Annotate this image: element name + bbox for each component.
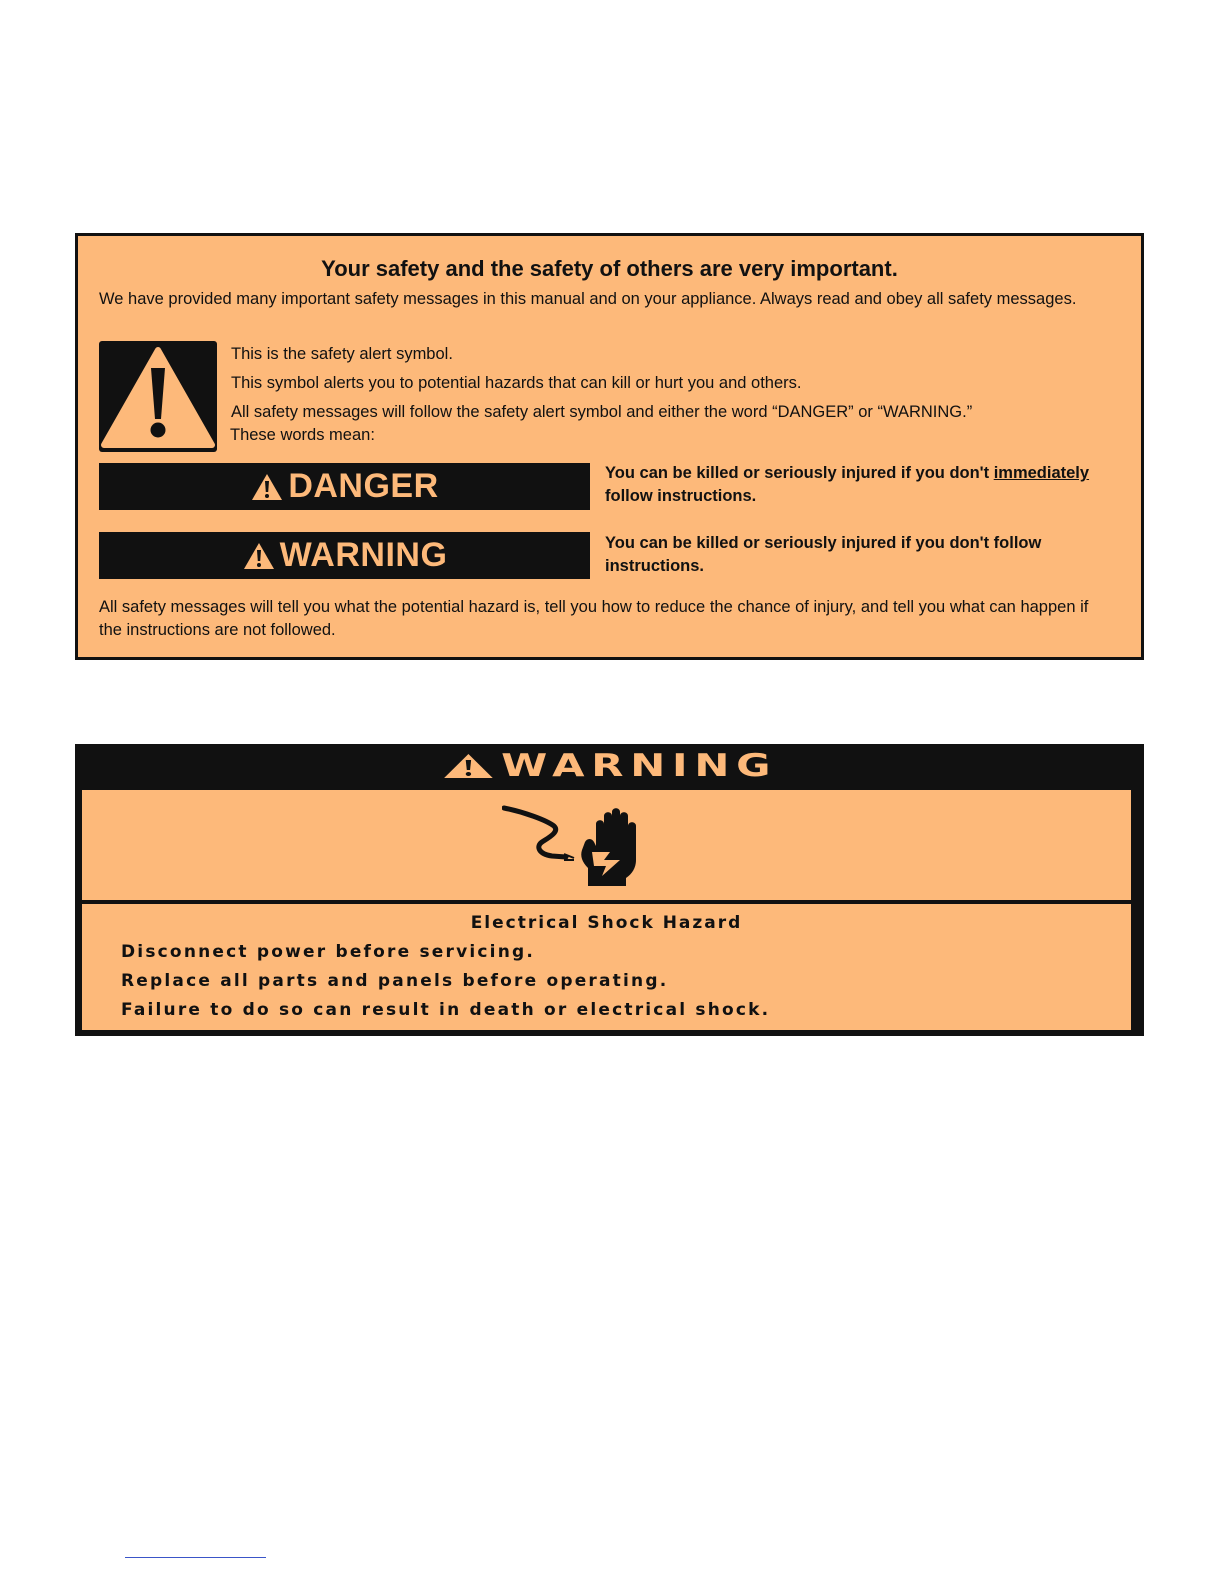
alert-line: This symbol alerts you to potential hazards that can kill or hurt you and others. (231, 374, 802, 392)
electrical-warning-label (75, 744, 1144, 1036)
safety-alert-symbol-icon (99, 341, 217, 452)
warning-signal-bar (99, 532, 590, 579)
warning-header-text: WARNING (501, 748, 778, 784)
warning-description: You can be killed or seriously injured if you don't follow instructions. (605, 534, 1042, 575)
hazard-text-panel (82, 904, 1131, 1030)
hazard-icon-panel (82, 790, 1131, 900)
electrical-shock-hand-icon (502, 802, 677, 894)
danger-desc-text: You can be killed or seriously injured if you don't (605, 464, 994, 482)
alert-line: These words mean: (230, 426, 375, 444)
warning-header-alert-icon (442, 752, 496, 780)
warning-alert-icon (242, 541, 276, 571)
danger-label: DANGER (288, 467, 439, 505)
footnote-separator (125, 1557, 266, 1558)
danger-signal-bar (99, 463, 590, 510)
hazard-instruction: Failure to do so can result in death or electrical shock. (121, 1000, 771, 1020)
safety-intro: We have provided many important safety messages in this manual and on your appliance. Always read and obey all safety messages. (99, 290, 1077, 308)
hazard-instruction: Replace all parts and panels before operating. (121, 971, 669, 991)
safety-footer-text: All safety messages will tell you what the potential hazard is, tell you how to reduce the chance of injury, and tell you what can happen if the instructions are not followed. (99, 598, 1089, 639)
danger-desc-emphasis: immediately (993, 464, 1090, 482)
alert-line: All safety messages will follow the safety alert symbol and either the word “DANGER” or “WARNING.” (231, 403, 973, 421)
warning-header (0, 744, 1224, 788)
danger-description (605, 462, 1130, 508)
danger-desc-text-end: follow instructions. (605, 487, 757, 505)
warning-label: WARNING (279, 536, 448, 574)
danger-alert-icon (250, 472, 284, 502)
alert-line: This is the safety alert symbol. (231, 345, 453, 363)
safety-info-box (75, 233, 1144, 660)
safety-title: Your safety and the safety of others are very important. (321, 256, 898, 281)
hazard-title: Electrical Shock Hazard (470, 913, 743, 933)
hazard-instruction: Disconnect power before servicing. (121, 942, 536, 962)
